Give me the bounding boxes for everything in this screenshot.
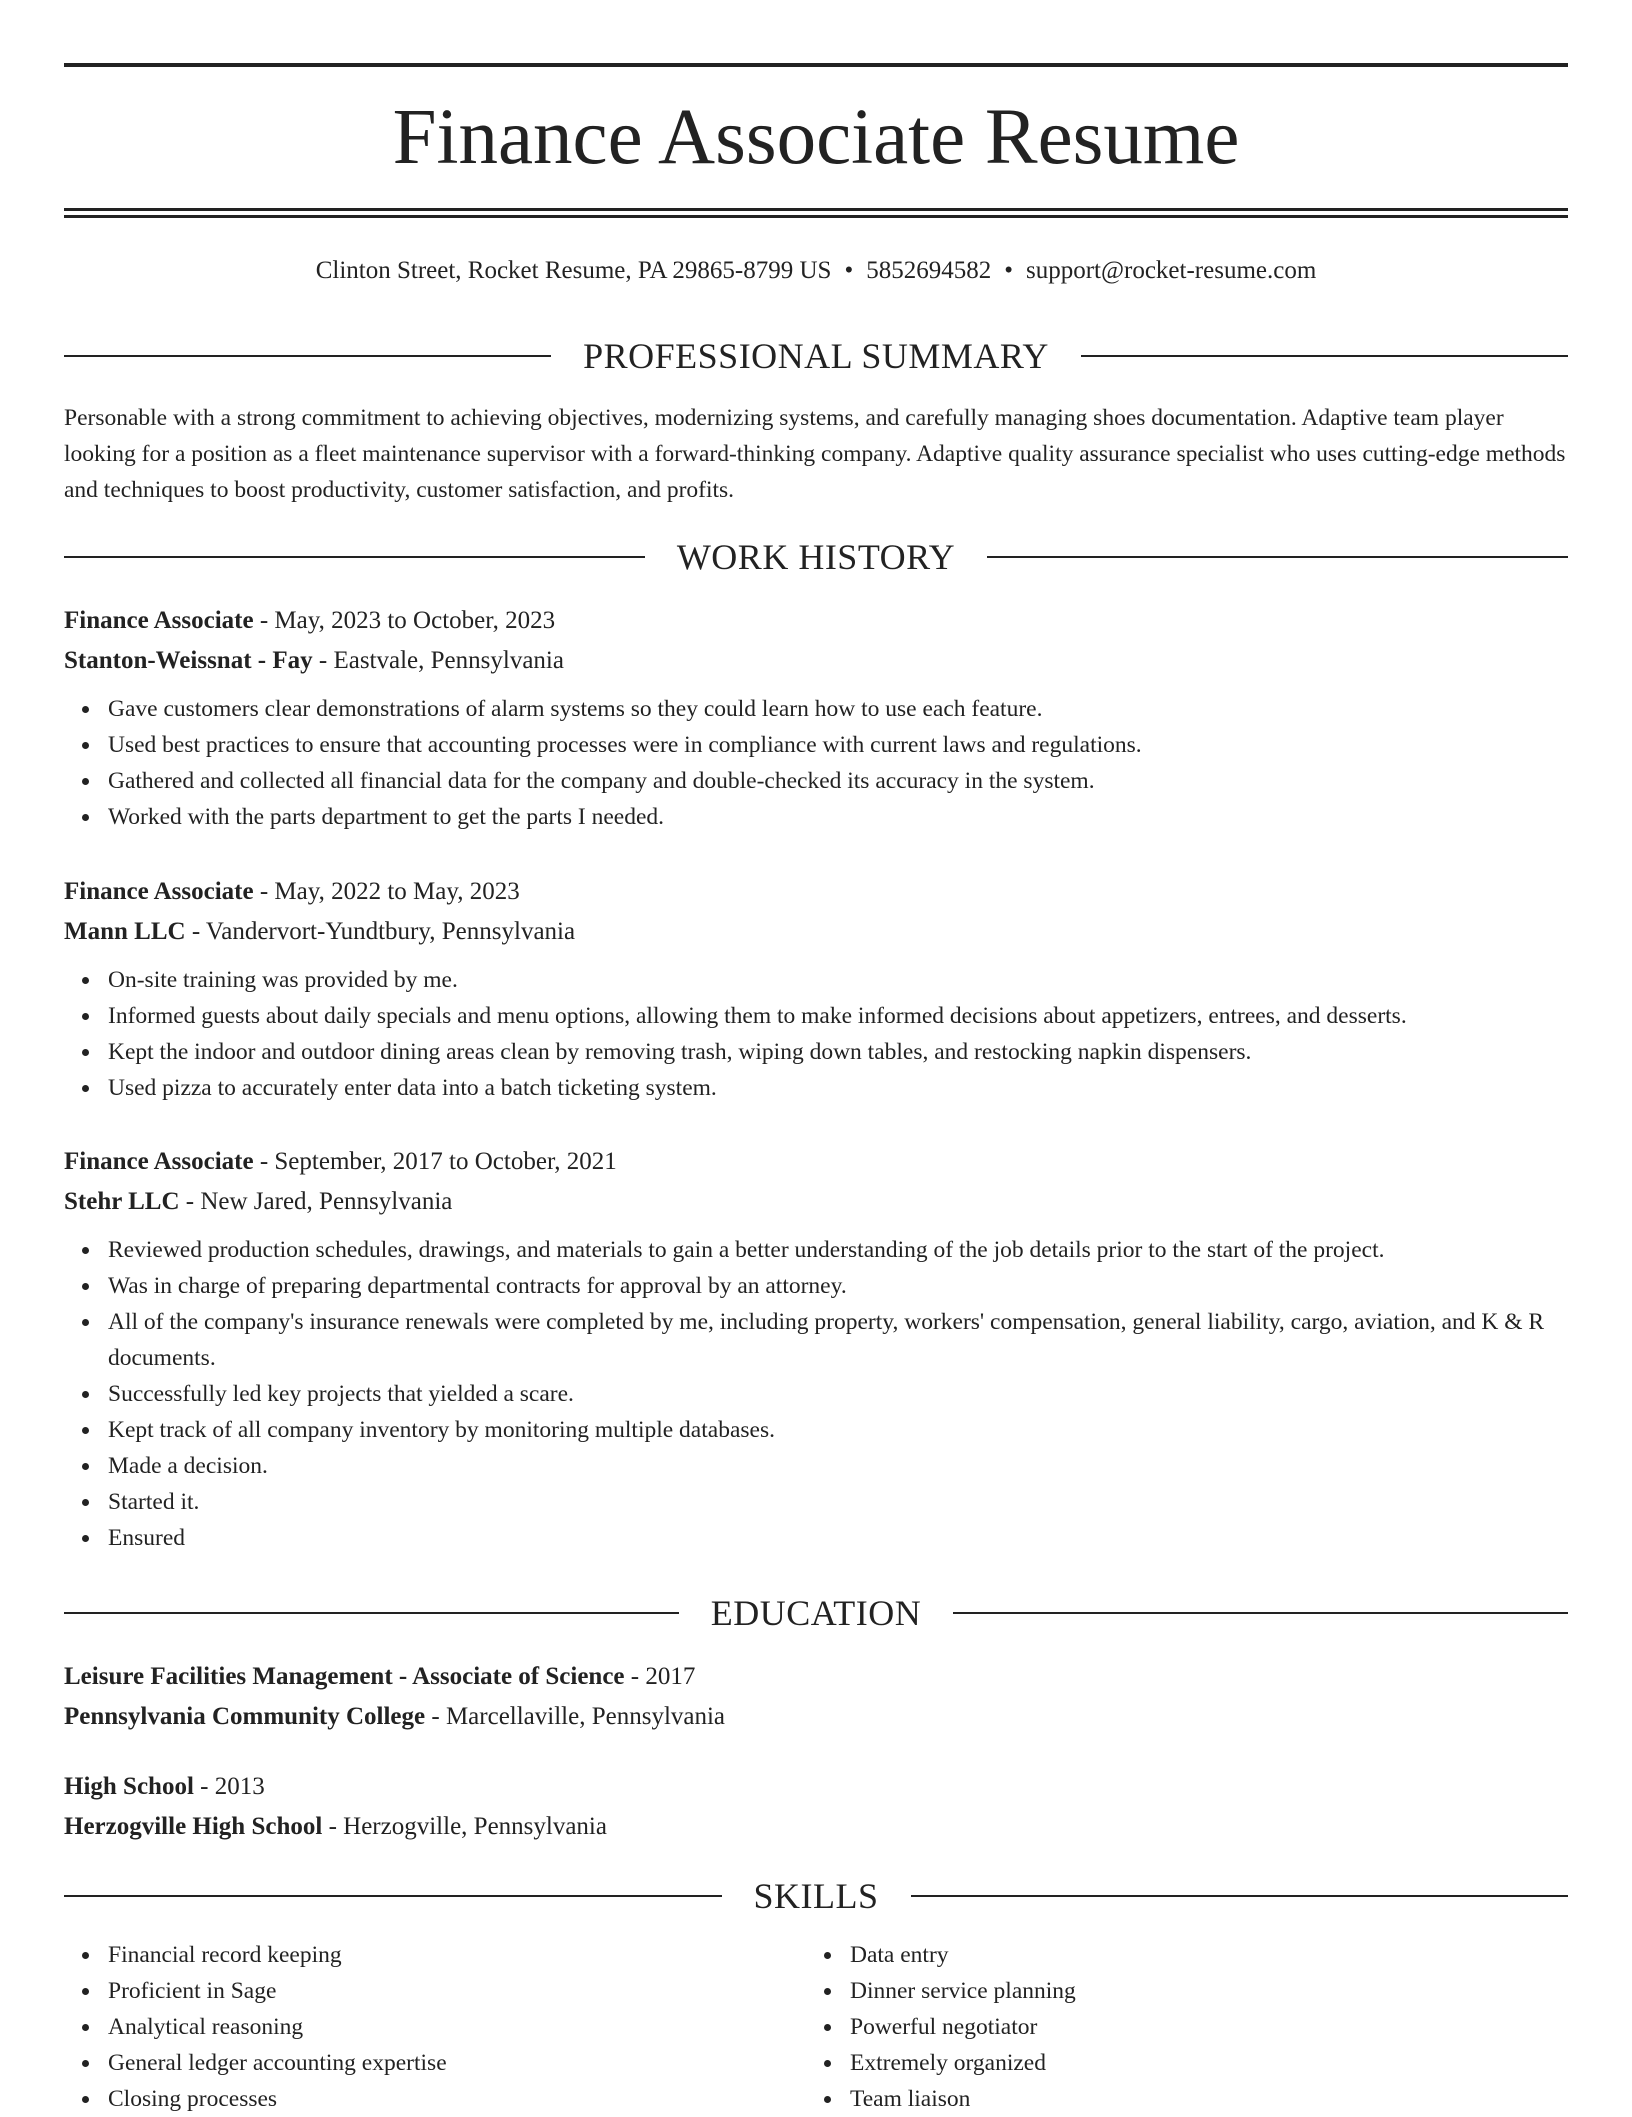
list-item: Team liaison [850, 2081, 1548, 2117]
education-school-line [64, 1697, 1568, 1737]
job-company: Mann LLC [64, 918, 186, 945]
page-title: Finance Associate Resume [392, 94, 1240, 181]
education-degree-line [64, 1767, 1568, 1807]
skills-bullets [64, 1937, 806, 2117]
job-dates: - May, 2023 to October, 2023 [253, 607, 556, 634]
job-location: - New Jared, Pennsylvania [179, 1188, 453, 1215]
job-location: - Eastvale, Pennsylvania [312, 647, 564, 674]
contact-address: Clinton Street, Rocket Resume, PA 29865-8799 US [315, 257, 832, 284]
job-title: Finance Associate [64, 607, 254, 634]
list-item: Kept track of all company inventory by monitoring multiple databases. [108, 1412, 1568, 1448]
list-item: Successfully led key projects that yielded a scare. [108, 1376, 1568, 1412]
job-company: Stanton-Weissnat - Fay [64, 647, 313, 674]
education-school: Pennsylvania Community College [64, 1703, 426, 1730]
job-bullets [64, 1232, 1568, 1556]
section-rule [953, 1612, 1568, 1614]
list-item: Financial record keeping [108, 1937, 806, 1973]
list-item: Ensured [108, 1520, 1568, 1556]
list-item: Gave customers clear demonstrations of alarm systems so they could learn how to use each feature. [108, 691, 1568, 727]
list-item: Analytical reasoning [108, 2009, 806, 2045]
education-degree: Leisure Facilities Management - Associate of Science [64, 1663, 625, 1690]
list-item: All of the company's insurance renewals were completed by me, including property, workers' compensation, general liability, cargo, aviation, and K & R documents. [108, 1304, 1568, 1376]
job-company-line [64, 912, 1568, 952]
skills-column-right [806, 1937, 1548, 2117]
list-item: Powerful negotiator [850, 2009, 1548, 2045]
section-rule [911, 1895, 1569, 1897]
list-item: Closing processes [108, 2081, 806, 2117]
section-rule [64, 556, 645, 558]
job-location: - Vandervort-Yundtbury, Pennsylvania [185, 918, 576, 945]
list-item: Used best practices to ensure that accounting processes were in compliance with current laws and regulations. [108, 727, 1568, 763]
list-item: Reviewed production schedules, drawings, and materials to gain a better understanding of the job details prior to the start of the project. [108, 1232, 1568, 1268]
job-dates: - September, 2017 to October, 2021 [253, 1148, 617, 1175]
list-item: General ledger accounting expertise [108, 2045, 806, 2081]
education-school-line [64, 1807, 1568, 1847]
contact-phone: 5852694582 [866, 257, 992, 284]
section-rule [987, 556, 1568, 558]
top-rule [64, 63, 1568, 67]
skills-list [64, 1937, 1568, 2117]
section-title-education: EDUCATION [710, 1593, 922, 1633]
education-degree: High School [64, 1773, 194, 1800]
job-title: Finance Associate [64, 878, 254, 905]
job-title-line [64, 1142, 1568, 1182]
list-item: Data entry [850, 1937, 1548, 1973]
section-header-summary [64, 334, 1568, 378]
list-item: Dinner service planning [850, 1973, 1548, 2009]
education-year: - 2013 [193, 1773, 265, 1800]
job-entry [64, 601, 1568, 835]
list-item: Used pizza to accurately enter data into a batch ticketing system. [108, 1070, 1568, 1106]
section-rule [64, 1612, 679, 1614]
education-location: - Herzogville, Pennsylvania [322, 1813, 607, 1840]
section-header-skills [64, 1874, 1568, 1918]
skills-bullets [806, 1937, 1548, 2117]
list-item: Made a decision. [108, 1448, 1568, 1484]
summary-text: Personable with a strong commitment to achieving objectives, modernizing systems, and carefully managing shoes documentation. Adaptive team player looking for a position as a fleet maintenance supervisor with a forward-thinking company. Adaptive quality assurance specialist who uses cutting-edge methods and techniques to boost productivity, customer satisfaction, and profits. [64, 405, 1566, 503]
job-dates: - May, 2022 to May, 2023 [253, 878, 520, 905]
section-rule [64, 355, 551, 357]
education-degree-line [64, 1657, 1568, 1697]
section-header-work [64, 535, 1568, 579]
list-item: Worked with the parts department to get the parts I needed. [108, 799, 1568, 835]
contact-separator: • [1004, 257, 1013, 284]
list-item: Gathered and collected all financial data for the company and double-checked its accuracy in the system. [108, 763, 1568, 799]
contact-line [64, 254, 1568, 288]
section-header-education [64, 1591, 1568, 1635]
section-title-skills: SKILLS [753, 1876, 879, 1916]
title-double-rule [64, 208, 1568, 218]
contact-email: support@rocket-resume.com [1025, 257, 1317, 284]
list-item: Was in charge of preparing departmental contracts for approval by an attorney. [108, 1268, 1568, 1304]
job-company-line [64, 1182, 1568, 1222]
job-title: Finance Associate [64, 1148, 254, 1175]
education-year: - 2017 [624, 1663, 696, 1690]
education-school: Herzogville High School [64, 1813, 323, 1840]
job-company-line [64, 641, 1568, 681]
job-bullets [64, 962, 1568, 1106]
list-item: Proficient in Sage [108, 1973, 806, 2009]
contact-separator: • [844, 257, 854, 284]
job-bullets [64, 691, 1568, 835]
job-company: Stehr LLC [64, 1188, 180, 1215]
section-rule [64, 1895, 722, 1897]
section-rule [1081, 355, 1568, 357]
list-item: Informed guests about daily specials and menu options, allowing them to make informed decisions about appetizers, entrees, and desserts. [108, 998, 1568, 1034]
job-title-line [64, 872, 1568, 912]
education-entry [64, 1657, 1568, 1737]
list-item: Kept the indoor and outdoor dining areas clean by removing trash, wiping down tables, and restocking napkin dispensers. [108, 1034, 1568, 1070]
job-entry [64, 1142, 1568, 1556]
section-title-summary: PROFESSIONAL SUMMARY [583, 336, 1049, 376]
education-entry [64, 1767, 1568, 1847]
job-entry [64, 872, 1568, 1106]
list-item: Started it. [108, 1484, 1568, 1520]
job-title-line [64, 601, 1568, 641]
list-item: On-site training was provided by me. [108, 962, 1568, 998]
section-title-work: WORK HISTORY [676, 537, 956, 577]
skills-column-left [64, 1937, 806, 2117]
list-item: Extremely organized [850, 2045, 1548, 2081]
education-location: - Marcellaville, Pennsylvania [425, 1703, 726, 1730]
